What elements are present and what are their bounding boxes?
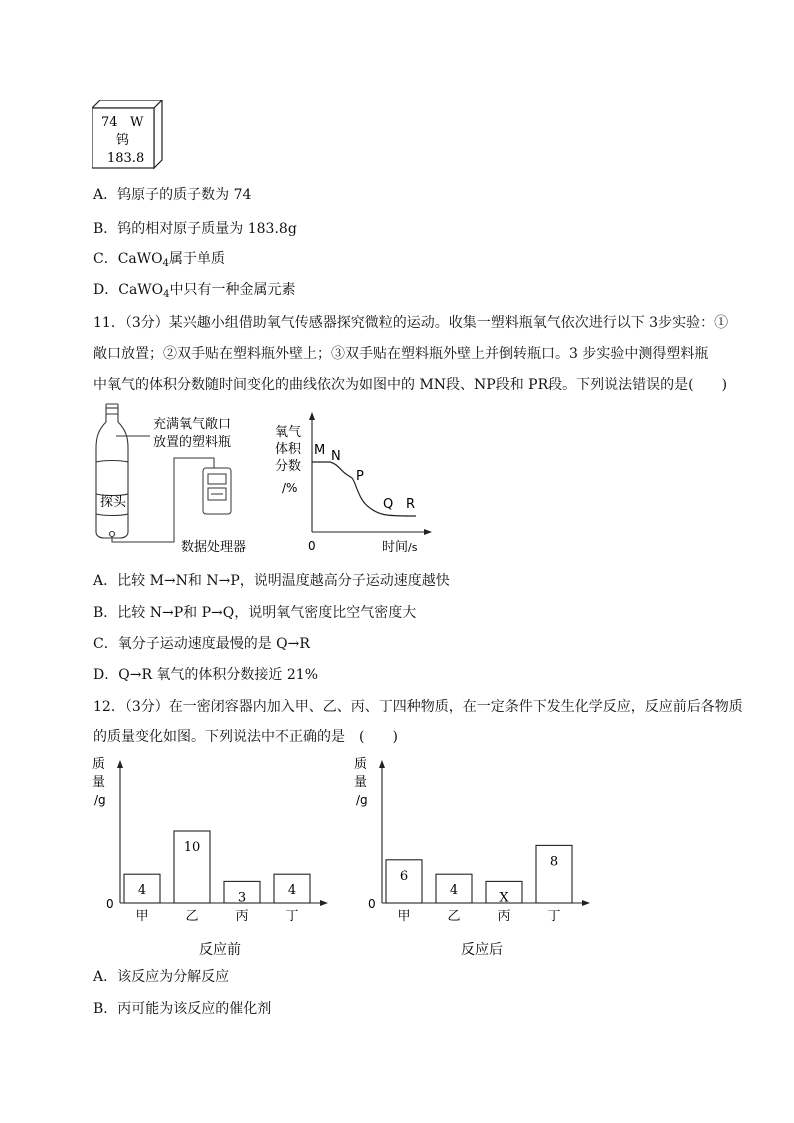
category-label: 乙 bbox=[447, 909, 461, 924]
origin-label: 0 bbox=[368, 897, 376, 911]
category-label: 甲 bbox=[135, 909, 149, 924]
q12-option-a: A．该反应为分解反应 bbox=[93, 969, 230, 985]
point-q: Q bbox=[383, 497, 394, 512]
chart-title: 反应后 bbox=[461, 942, 503, 958]
graph-xlabel: 时间/s bbox=[382, 540, 418, 555]
bar-value-label: 4 bbox=[449, 883, 459, 899]
element-name: 钨 bbox=[116, 133, 130, 148]
element-card bbox=[92, 100, 164, 170]
category-label: 乙 bbox=[185, 909, 199, 924]
ylabel-4: /% bbox=[282, 481, 298, 495]
element-symbol: W bbox=[130, 115, 144, 130]
q12-option-b: B．丙可能为该反应的催化剂 bbox=[93, 1001, 272, 1017]
category-label: 丁 bbox=[285, 909, 299, 924]
y-axis-label: /g bbox=[94, 793, 106, 807]
ylabel-2: 体积 bbox=[275, 442, 302, 457]
y-axis-label: 质 bbox=[92, 757, 106, 772]
plastic-bottle bbox=[96, 404, 128, 538]
sensor-wire bbox=[112, 458, 214, 542]
ylabel-3: 分数 bbox=[275, 459, 302, 474]
q11-option-a: A．比较 M→N和 N→P，说明温度越高分子运动速度越快 bbox=[93, 573, 450, 589]
bottle-label-1: 充满氧气敞口 bbox=[153, 417, 232, 432]
bar-value-label: 4 bbox=[137, 883, 147, 899]
category-label: 丁 bbox=[547, 909, 561, 924]
q11-stem-line1: 11．（3分）某兴趣小组借助氧气传感器探究微粒的运动。收集一塑料瓶氧气依次进行以下 3步实验：① bbox=[93, 315, 729, 331]
bar-chart-before bbox=[90, 750, 340, 962]
processor-label: 数据处理器 bbox=[181, 540, 247, 555]
point-r: R bbox=[406, 497, 416, 512]
y-axis-arrow bbox=[117, 760, 123, 768]
q11-figure bbox=[90, 402, 440, 560]
y-axis-label: /g bbox=[356, 793, 368, 807]
category-label: 甲 bbox=[397, 909, 411, 924]
q11-stem-line2: 敞口放置；②双手贴在塑料瓶外壁上；③双手贴在塑料瓶外壁上并倒转瓶口。3 步实验中测得塑料瓶 bbox=[93, 346, 709, 362]
graph-origin: 0 bbox=[308, 539, 316, 553]
bar-value-label: 10 bbox=[183, 840, 201, 855]
bar-value-label: 4 bbox=[287, 883, 297, 899]
bar-value-label: X bbox=[499, 890, 509, 906]
y-axis-label: 质 bbox=[354, 757, 368, 772]
point-n: N bbox=[331, 449, 341, 464]
o2-curve-graph bbox=[309, 412, 432, 535]
point-m: M bbox=[314, 443, 326, 458]
data-processor-device bbox=[203, 468, 231, 514]
q11-option-c: C．氧分子运动速度最慢的是 Q→R bbox=[93, 636, 310, 652]
element-mass: 183.8 bbox=[107, 151, 145, 166]
q11-option-b: B．比较 N→P和 P→Q，说明氧气密度比空气密度大 bbox=[93, 605, 417, 621]
bar-value-label: 6 bbox=[399, 868, 409, 884]
q11-stem-line3: 中氧气的体积分数随时间变化的曲线依次为如图中的 MN段、NP段和 PR段。下列说法错误的是( ) bbox=[93, 377, 728, 393]
x-axis-arrow bbox=[320, 900, 328, 906]
category-label: 丙 bbox=[497, 909, 511, 924]
bottle-label-2: 放置的塑料瓶 bbox=[153, 435, 232, 450]
y-axis-label: 量 bbox=[354, 775, 368, 790]
chart-title: 反应前 bbox=[199, 942, 241, 958]
q10-option-c: C．CaWO$_4$属于单质 bbox=[93, 251, 226, 269]
origin-label: 0 bbox=[106, 897, 114, 911]
bar-chart-after bbox=[352, 750, 602, 962]
q10-option-b: B．钨的相对原子质量为 183.8g bbox=[93, 221, 297, 237]
q12-stem-line2: 的质量变化如图。下列说法中不正确的是 ( ) bbox=[93, 729, 398, 745]
bar-value-label: 8 bbox=[549, 854, 559, 870]
q12-stem-line1: 12．（3分）在一密闭容器内加入甲、乙、丙、丁四种物质，在一定条件下发生化学反应，反应前后各物质 bbox=[93, 699, 743, 715]
element-number: 74 bbox=[101, 115, 118, 130]
o2-curve bbox=[312, 462, 416, 516]
q10-option-d: D．CaWO$_4$中只有一种金属元素 bbox=[93, 282, 296, 300]
ylabel-1: 氧气 bbox=[275, 425, 302, 440]
probe-label: 探头 bbox=[100, 495, 127, 510]
category-label: 丙 bbox=[235, 909, 249, 924]
y-axis-arrow bbox=[379, 760, 385, 768]
q10-option-a: A．钨原子的质子数为 74 bbox=[93, 187, 252, 203]
q11-option-d: D．Q→R 氧气的体积分数接近 21% bbox=[93, 667, 319, 683]
point-p: P bbox=[356, 469, 364, 484]
x-axis-arrow bbox=[582, 900, 590, 906]
y-axis-label: 量 bbox=[92, 775, 106, 790]
bar-value-label: 3 bbox=[237, 890, 247, 906]
